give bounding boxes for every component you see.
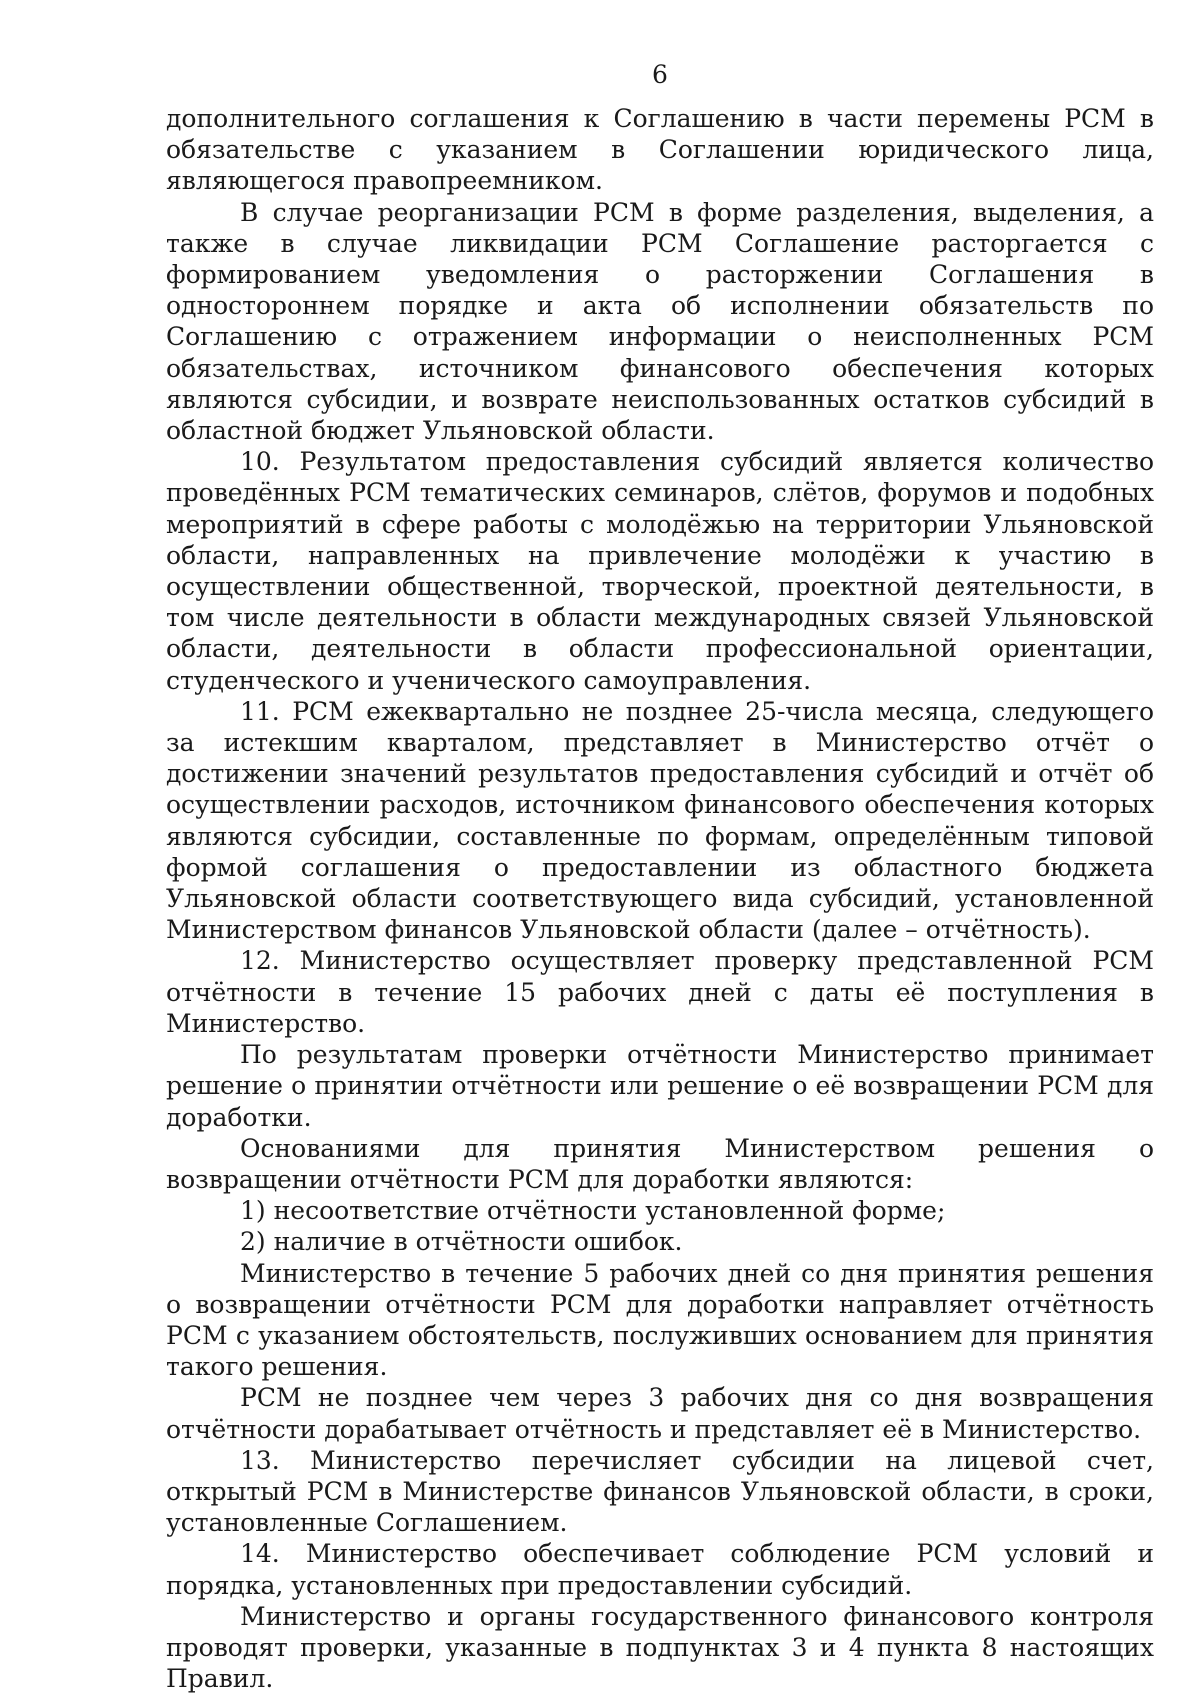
list-item-1: 1) несоответствие отчётности установленной форме; — [240, 1196, 946, 1226]
paragraph-13-transfer: 13. Министерство перечисляет субсидии на лицевой счет, открытый РСМ в Министерстве финансов Ульяновской области, в сроки, установленные Соглашением. — [166, 1445, 1154, 1538]
paragraph-12-verification: 12. Министерство осуществляет проверку представленной РСМ отчётности в течение 15 рабочих дней с даты её поступления в Министерство. — [166, 946, 1154, 1038]
document-body — [166, 103, 1154, 1694]
paragraph-10-result: 10. Результатом предоставления субсидий является количество проведённых РСМ тематических семинаров, слётов, форумов и подобных мероприятий в сфере работы с молодёжью на территории Ульяновской области, направленных на привлечение молодёжи к участию в осуществлении общественной, творческой, проектной деятельности, в том числе деятельности в области международных связей Ульяновской области, деятельности в области профессиональной ориентации, студенческого и ученического самоуправления. — [166, 447, 1154, 695]
paragraph-continuation: дополнительного соглашения к Соглашению в части перемены РСМ в обязательстве с указанием в Соглашении юридического лица, являющегося правопреемником. — [166, 104, 1154, 196]
paragraph-reorganization: В случае реорганизации РСМ в форме разделения, выделения, а также в случае ликвидации РСМ Соглашение расторгается с формированием уведомления о расторжении Соглашения в одностороннем порядке и акта об исполнении обязательств по Соглашению с отражением информации о неисполненных РСМ обязательствах, источником финансового обеспечения которых являются субсидии, и возврате неиспользованных остатков субсидий в областной бюджет Ульяновской области. — [166, 197, 1154, 446]
paragraph-return-grounds: Основаниями для принятия Министерством решения о возвращении отчётности РСМ для доработки являются: — [166, 1133, 1154, 1194]
paragraph-rework: РСМ не позднее чем через 3 рабочих дня со дня возвращения отчётности дорабатывает отчётность и представляет её в Министерство. — [166, 1383, 1154, 1444]
paragraph-11-reporting: 11. РСМ ежеквартально не позднее 25-числа месяца, следующего за истекшим кварталом, представляет в Министерство отчёт о достижении значений результатов предоставления субсидий и отчёт об осуществлении расходов, источником финансового обеспечения которых являются субсидии, составленные по формам, определённым типовой формой соглашения о предоставлении из областного бюджета Ульяновской области соответствующего вида субсидий, установленной Министерством финансов Ульяновской области (далее – отчётность). — [166, 696, 1154, 945]
page-number: 6 — [652, 60, 668, 89]
paragraph-inspections: Министерство и органы государственного финансового контроля проводят проверки, указанные в подпунктах 3 и 4 пункта 8 настоящих Правил. — [166, 1601, 1154, 1694]
paragraph-return-procedure: Министерство в течение 5 рабочих дней со дня принятия решения о возвращении отчётности РСМ для доработки направляет отчётность РСМ с указанием обстоятельств, послуживших основанием для принятия такого решения. — [166, 1258, 1154, 1382]
list-item-2: 2) наличие в отчётности ошибок. — [240, 1227, 683, 1257]
paragraph-14-compliance: 14. Министерство обеспечивает соблюдение РСМ условий и порядка, установленных при предоставлении субсидий. — [166, 1539, 1154, 1600]
paragraph-verification-decision: По результатам проверки отчётности Министерство принимает решение о принятии отчётности или решение о её возвращении РСМ для доработки. — [166, 1040, 1154, 1132]
